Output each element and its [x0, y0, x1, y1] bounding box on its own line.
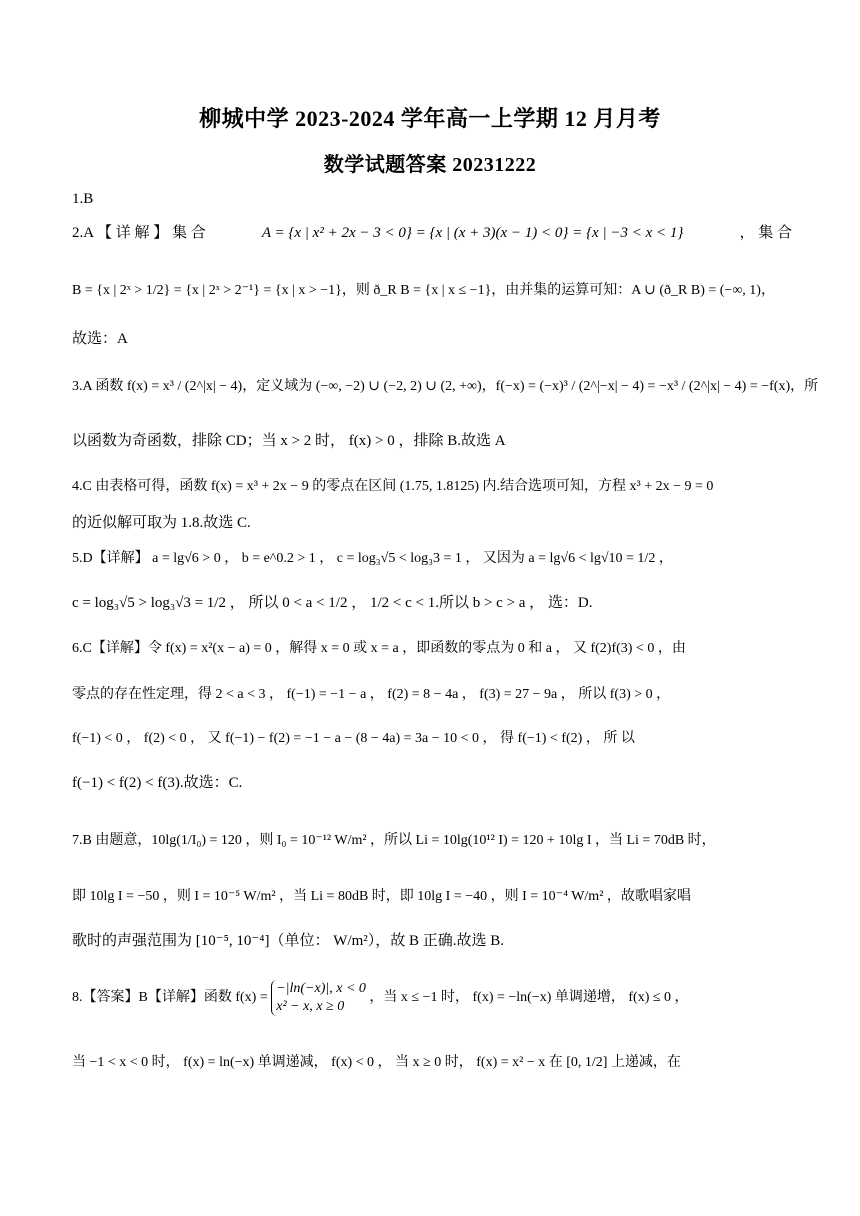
answer-8-line-1	[72, 978, 792, 1018]
answer-8-line-2: 当 −1 < x < 0 时， f(x) = ln(−x) 单调递减， f(x) < 0 ， 当 x ≥ 0 时， f(x) = x² − x 在 [0, 1/2] 上递减，在	[72, 1055, 681, 1070]
document-title: 柳城中学 2023-2024 学年高一上学期 12 月月考	[199, 106, 661, 131]
answer-2-line-3: 故选：A	[72, 331, 128, 347]
answer-3-line-1: 3.A 函数 f(x) = x³ / (2^|x| − 4)，定义域为 (−∞, −2) ∪ (−2, 2) ∪ (2, +∞)，f(−x) = (−x)³ / (2^|−x| − 4) = −x³ / (2^|x| − 4) = −f(x)，所	[72, 379, 819, 394]
answer-5-line-1: 5.D【详解】 a = lg√6 > 0 ， b = e^0.2 > 1 ， c = log₃√5 < log₃3 = 1 ， 又因为 a = lg√6 < lg√10 = 1/2 ，	[72, 551, 673, 566]
answer-2-suffix: ， 集 合	[739, 225, 792, 241]
answer-7-line-3: 歌时的声强范围为 [10⁻⁵, 10⁻⁴]（单位： W/m²），故 B 正确.故选 B.	[72, 933, 505, 949]
answer-6-line-4: f(−1) < f(2) < f(3).故选：C.	[72, 775, 243, 791]
answer-4-line-1: 4.C 由表格可得，函数 f(x) = x³ + 2x − 9 的零点在区间 (1.75, 1.8125) 内.结合选项可知，方程 x³ + 2x − 9 = 0	[72, 479, 714, 494]
answer-6-line-1: 6.C【详解】令 f(x) = x²(x − a) = 0 ，解得 x = 0 或 x = a ，即函数的零点为 0 和 a ， 又 f(2)f(3) < 0 ，由	[72, 641, 686, 656]
answer-2-line-1	[72, 222, 792, 244]
answer-7-line-1: 7.B 由题意，10lg(1/I₀) = 120 ，则 I₀ = 10⁻¹² W/m² ，所以 Li = 10lg(10¹² I) = 120 + 10lg I ，当 Li = 70dB 时，	[72, 833, 716, 848]
document-subtitle: 数学试题答案 20231222	[323, 154, 537, 176]
answer-8-case-2: x² − x, x ≥ 0	[276, 998, 345, 1014]
answer-2-line-2: B = {x | 2ˣ > 1/2} = {x | 2ˣ > 2⁻¹} = {x | x > −1}，则 ð_R B = {x | x ≤ −1}，由并集的运算可知：A ∪ (ð_R B) = (−∞, 1)，	[72, 283, 775, 298]
answer-3-line-2: 以函数为奇函数，排除 CD；当 x > 2 时， f(x) > 0 ，排除 B.故选 A	[72, 433, 506, 449]
answer-1: 1.B	[72, 191, 94, 207]
answer-8-piecewise	[271, 980, 366, 1016]
answer-6-line-3: f(−1) < 0 ， f(2) < 0 ， 又 f(−1) − f(2) = −1 − a − (8 − 4a) = 3a − 10 < 0 ， 得 f(−1) < f(2) ， 所 以	[72, 731, 635, 746]
answer-8-prefix: 8.【答案】B【详解】函数 f(x) =	[72, 990, 268, 1005]
answer-5-line-2: c = log₃√5 > log₃√3 = 1/2 ， 所以 0 < a < 1/2 ， 1/2 < c < 1.所以 b > c > a ， 选：D.	[72, 595, 593, 611]
answer-8-tail: ，当 x ≤ −1 时， f(x) = −ln(−x) 单调递增， f(x) ≤ 0 ，	[369, 990, 689, 1005]
answer-2-set-a: A = {x | x² + 2x − 3 < 0} = {x | (x + 3)(x − 1) < 0} = {x | −3 < x < 1}	[261, 225, 684, 241]
answer-4-line-2: 的近似解可取为 1.8.故选 C.	[72, 515, 251, 531]
answer-2-prefix: 2.A 【 详 解 】 集 合	[72, 225, 206, 241]
answer-7-line-2: 即 10lg I = −50 ，则 I = 10⁻⁵ W/m² ，当 Li = 80dB 时，即 10lg I = −40 ，则 I = 10⁻⁴ W/m² ，故歌唱家唱	[72, 889, 691, 904]
answer-8-case-1: −|ln(−x)|, x < 0	[276, 980, 366, 996]
answer-6-line-2: 零点的存在性定理，得 2 < a < 3 ， f(−1) = −1 − a ， f(2) = 8 − 4a ， f(3) = 27 − 9a ， 所以 f(3) > 0 ，	[72, 687, 671, 702]
